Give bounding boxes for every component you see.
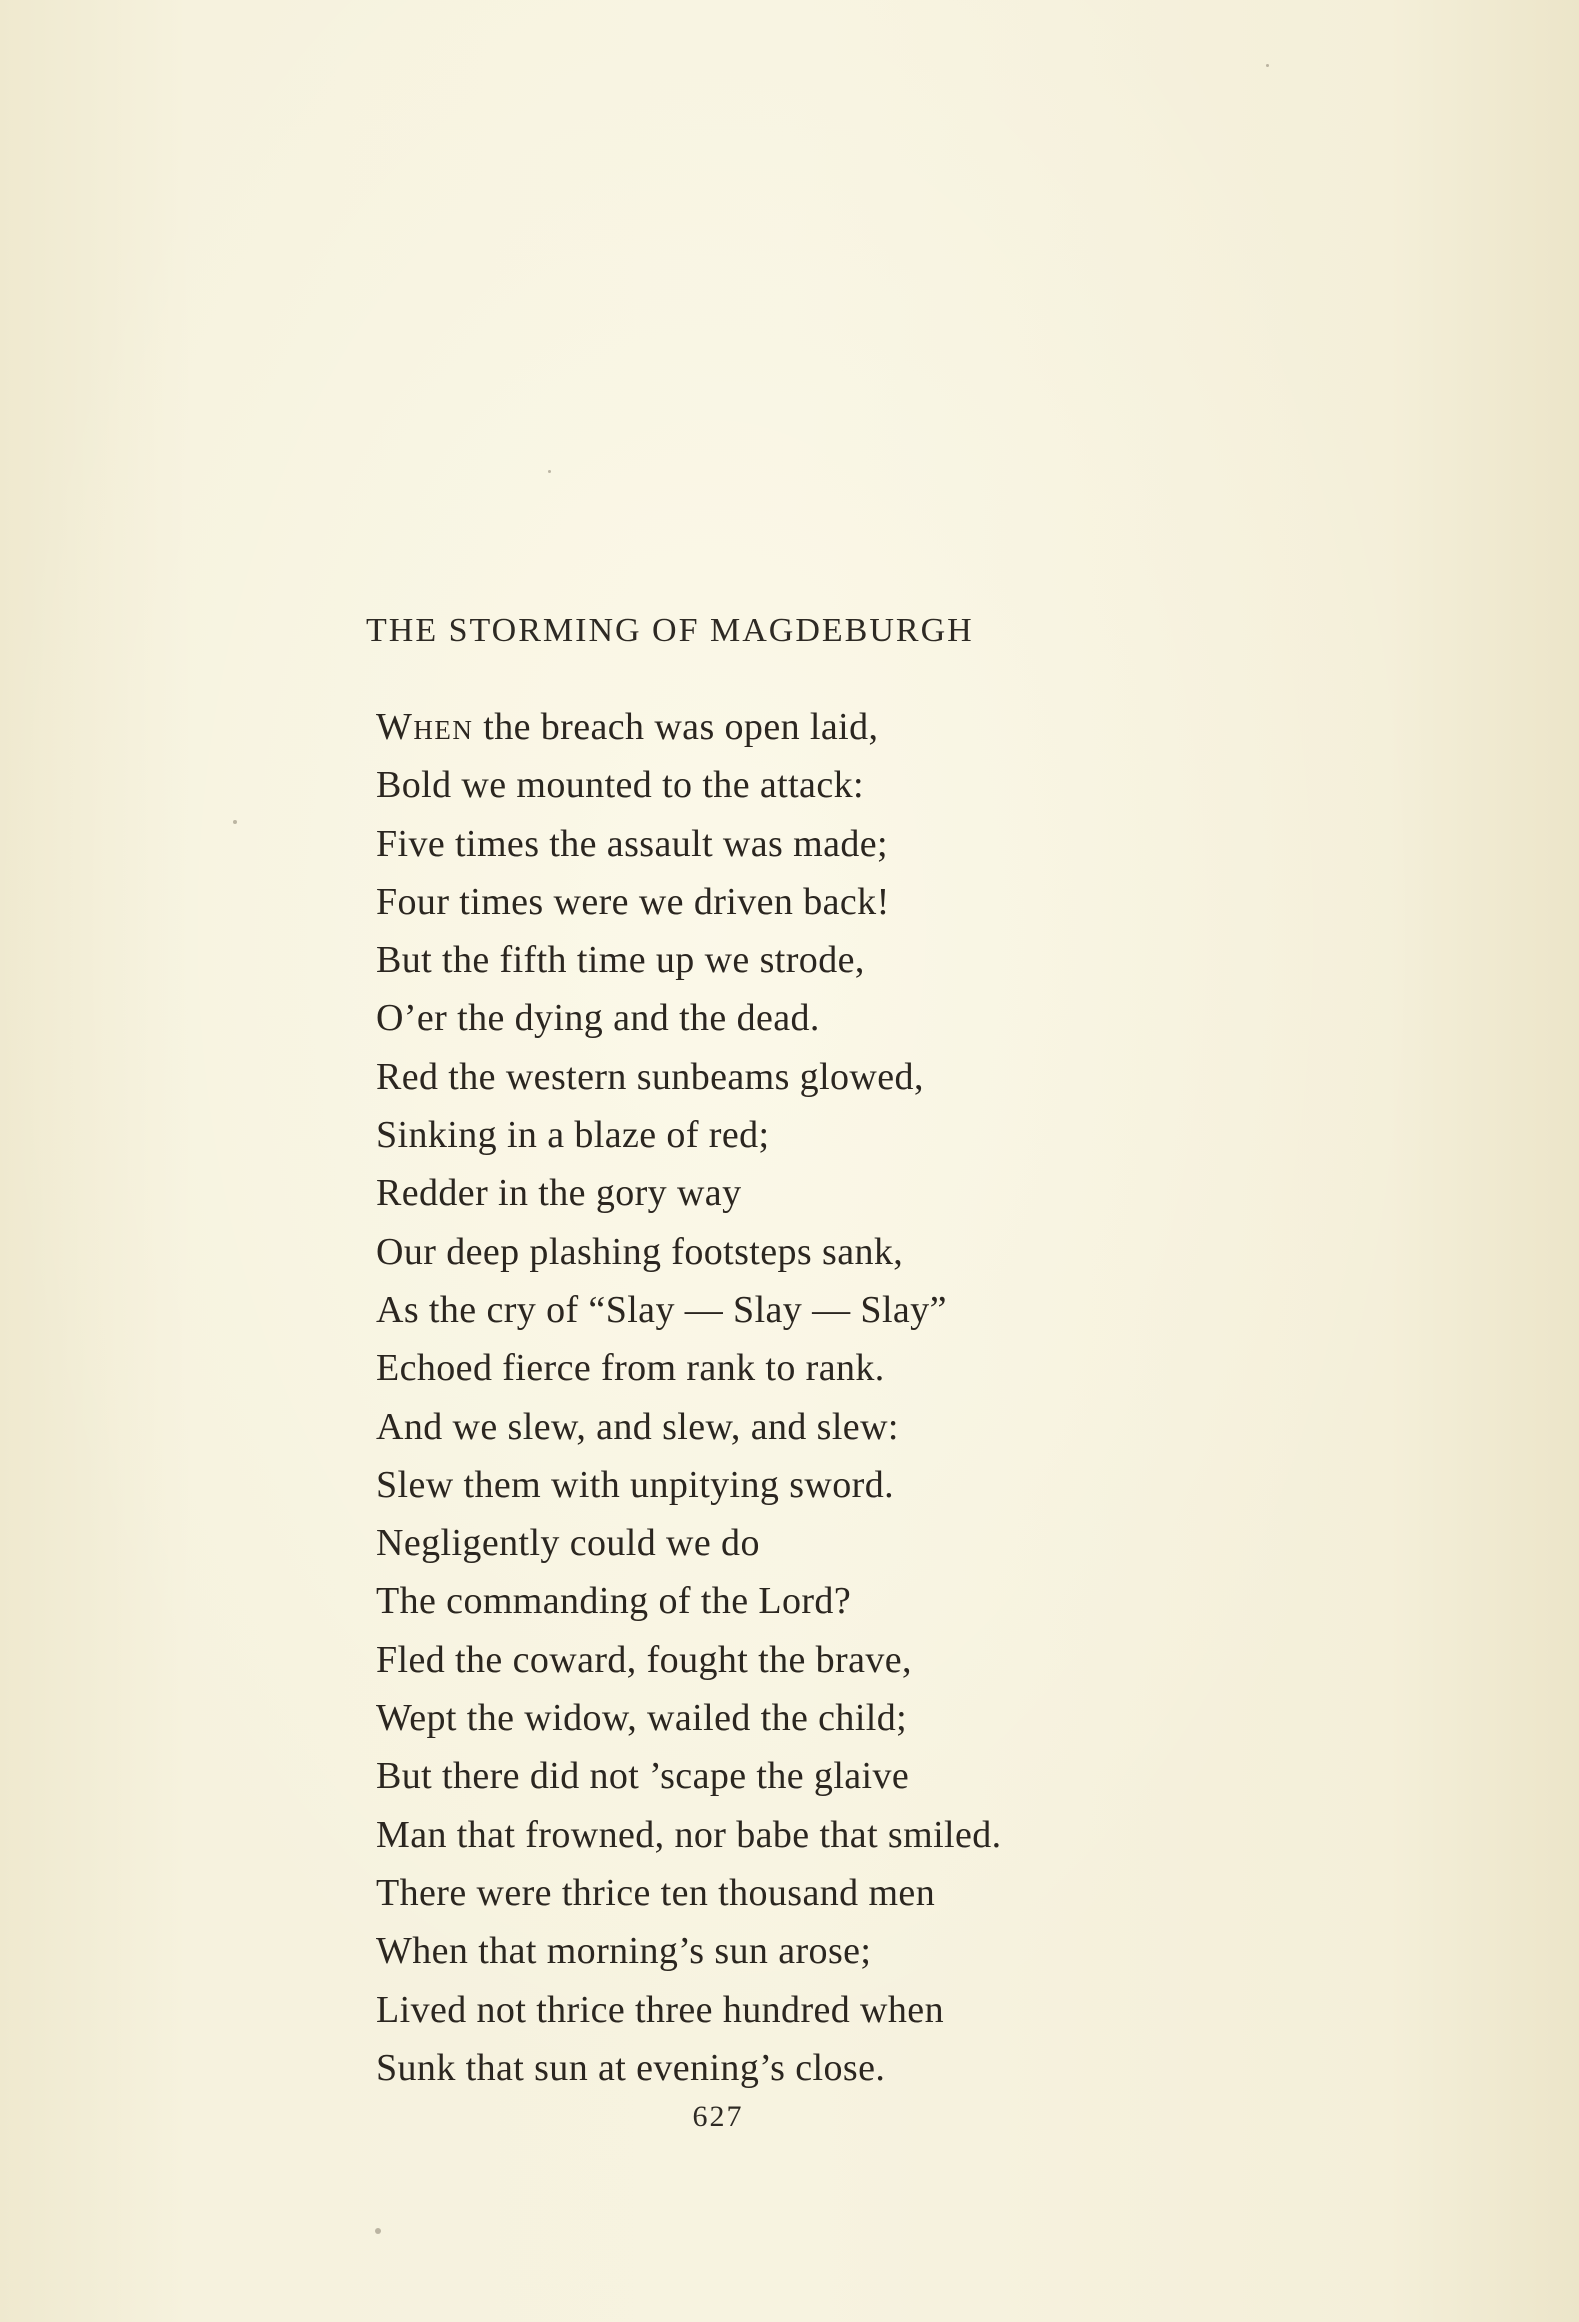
- poem-line-17: Fled the coward, fought the brave,: [376, 1638, 912, 1681]
- poem-line-19: But there did not ’scape the glaive: [376, 1755, 910, 1798]
- poem-title: THE STORMING OF MAGDEBURGH: [366, 612, 974, 649]
- poem-body: [376, 698, 1002, 2097]
- poem-line-14: Slew them with unpitying sword.: [376, 1463, 894, 1506]
- poem-line-12: Echoed fierce from rank to rank.: [376, 1347, 885, 1390]
- poem-line-6: O’er the dying and the dead.: [376, 997, 820, 1040]
- poem-line-10: Our deep plashing footsteps sank,: [376, 1230, 904, 1273]
- poem-line-1-text: the breach was open laid,: [473, 706, 879, 748]
- paper-speck: [1266, 64, 1269, 67]
- poem-line-18: Wept the widow, wailed the child;: [376, 1697, 908, 1740]
- poem-line-24: Sunk that sun at evening’s close.: [376, 2046, 886, 2089]
- poem-line-20: Man that frowned, nor babe that smiled.: [376, 1813, 1002, 1856]
- poem-line-7: Red the western sunbeams glowed,: [376, 1055, 924, 1098]
- poem-line-9: Redder in the gory way: [376, 1172, 742, 1215]
- poem-line-21: There were thrice ten thousand men: [376, 1871, 936, 1914]
- poem-line-8: Sinking in a blaze of red;: [376, 1114, 770, 1157]
- paper-speck: [548, 470, 551, 473]
- poem-line-11: As the cry of “Slay — Slay — Slay”: [376, 1288, 947, 1331]
- poem-line-3: Five times the assault was made;: [376, 822, 888, 865]
- page-number: 627: [692, 2100, 744, 2133]
- poem-line-1: [376, 698, 1002, 756]
- poem-line-15: Negligently could we do: [376, 1522, 760, 1565]
- poem-line-22: When that morning’s sun arose;: [376, 1930, 872, 1973]
- poem-line-23: Lived not thrice three hundred when: [376, 1988, 944, 2031]
- first-word: When: [376, 706, 474, 748]
- paper-speck: [233, 820, 237, 824]
- poem-line-4: Four times were we driven back!: [376, 880, 890, 923]
- poem-line-16: The commanding of the Lord?: [376, 1580, 852, 1623]
- poem-line-13: And we slew, and slew, and slew:: [376, 1405, 899, 1448]
- poem-line-2: Bold we mounted to the attack:: [376, 764, 864, 807]
- paper-speck: [375, 2228, 381, 2234]
- poem-line-5: But the fifth time up we strode,: [376, 939, 865, 982]
